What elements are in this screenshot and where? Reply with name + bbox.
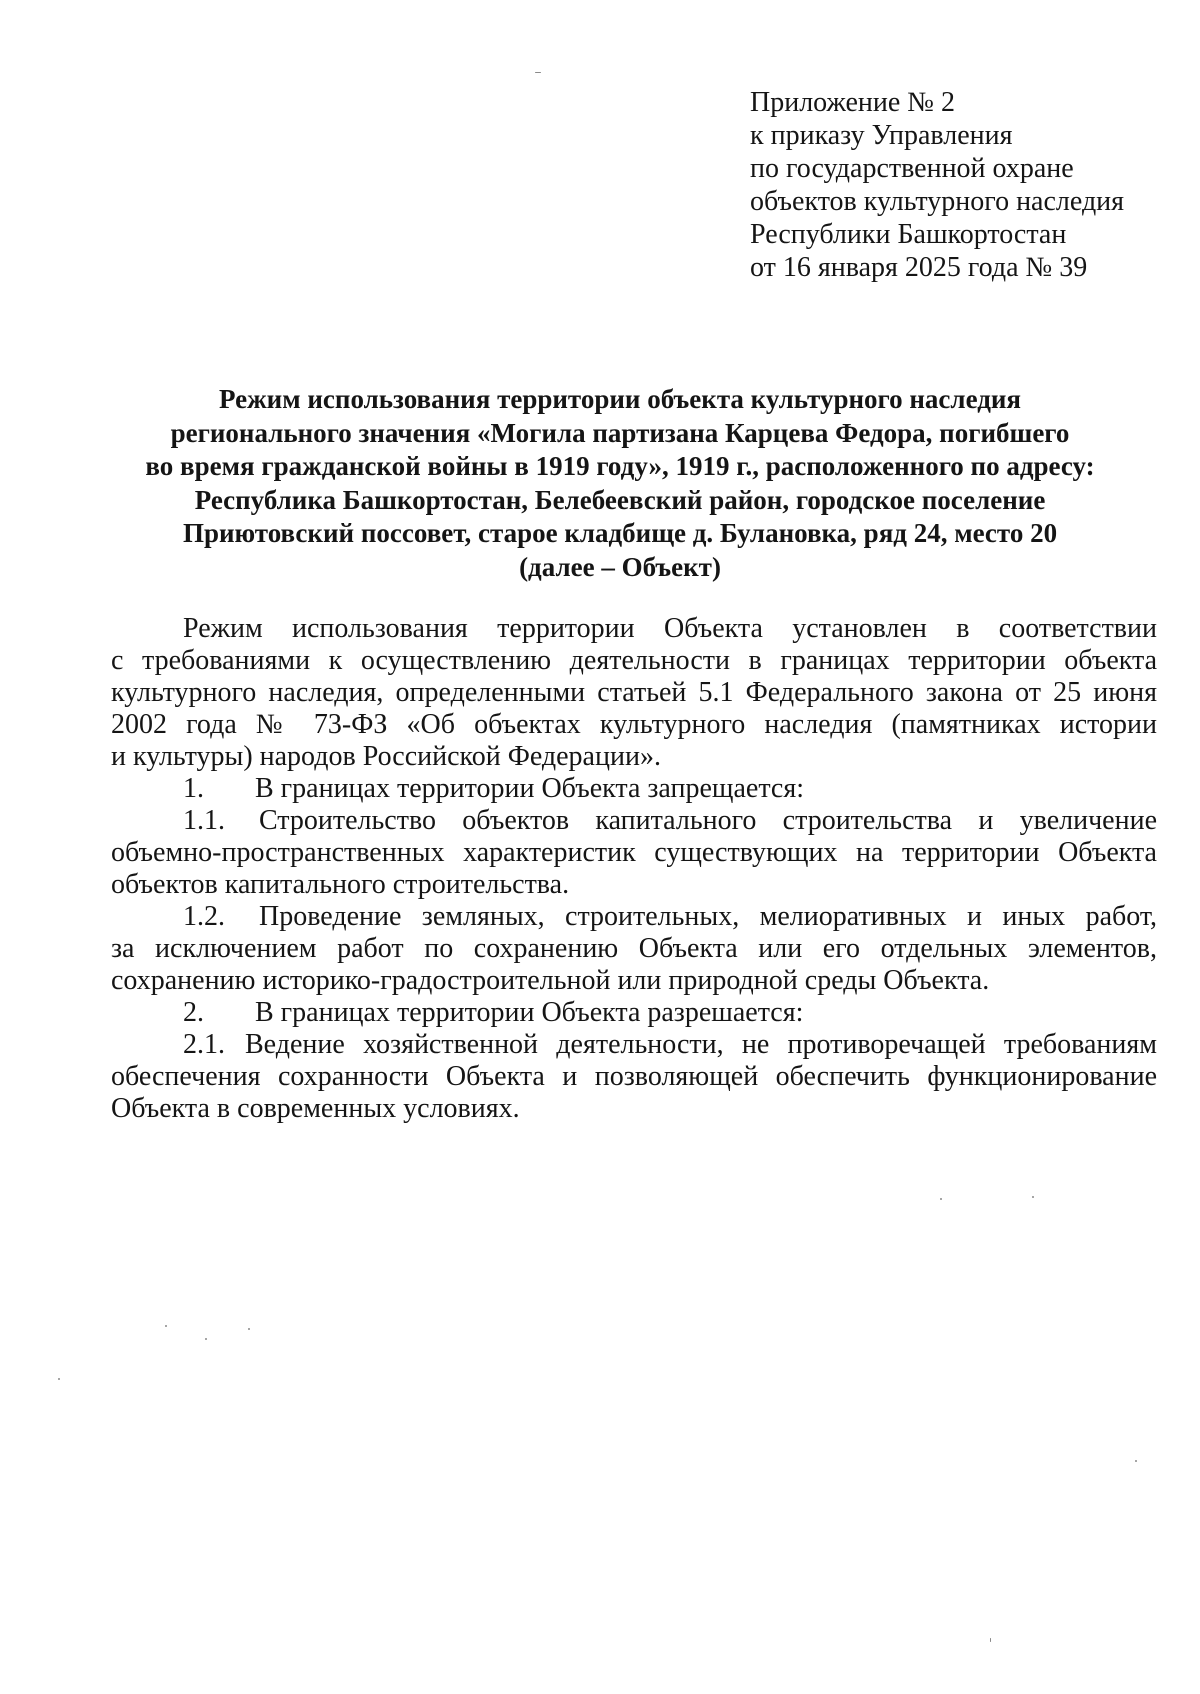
scan-speck [1135, 1460, 1137, 1462]
annex-line: от 16 января 2025 года № 39 [750, 252, 1088, 283]
scan-speck [165, 1325, 167, 1327]
section-heading-text: В границах территории Объекта запрещается: [255, 773, 804, 804]
scan-speck [535, 72, 541, 73]
item-number: 2.1. [183, 1029, 225, 1060]
annex-header [750, 86, 1124, 284]
intro-line: Режим использования территории Объекта установлен в соответствии [183, 613, 1157, 644]
item-text: Строительство объектов капитального строительства и увеличение [259, 805, 1157, 836]
scan-speck [990, 1638, 991, 1642]
scan-speck [1032, 1196, 1034, 1198]
scan-speck [248, 1328, 250, 1330]
title-line: Приютовский поссовет, старое кладбище д. Булановка, ряд 24, место 20 [182, 518, 1058, 548]
document-title [100, 383, 1140, 584]
item-text: Проведение земляных, строительных, мелиоративных и иных работ, [259, 901, 1157, 932]
title-line: во время гражданской войны в 1919 году», 1919 г., расположенного по адресу: [145, 451, 1095, 481]
item-1-1-first-line [111, 805, 1157, 837]
item-line: объектов капитального строительства. [111, 869, 570, 900]
title-line: Режим использования территории объекта культурного наследия [218, 384, 1022, 414]
item-line: обеспечения сохранности Объекта и позволяющей обеспечить функционирование [111, 1061, 1157, 1092]
item-number: 1.2. [183, 901, 225, 932]
annex-line: Республики Башкортостан [750, 219, 1067, 250]
item-number: 1.1. [183, 805, 225, 836]
title-line: (далее – Объект) [519, 551, 721, 582]
item-2-1-first-line [111, 1029, 1157, 1061]
item-line: объемно-пространственных характеристик существующих на территории Объекта [111, 837, 1157, 868]
item-text: Ведение хозяйственной деятельности, не противоречащей требованиям [245, 1029, 1157, 1060]
item-line: сохранению историко-градостроительной или природной среды Объекта. [111, 965, 990, 996]
section-1-heading [111, 773, 1157, 805]
item-1-2-first-line [111, 901, 1157, 933]
intro-line: 2002 года № 73-ФЗ «Об объектах культурного наследия (памятниках истории [111, 709, 1157, 740]
annex-line: к приказу Управления [750, 120, 1013, 151]
scan-speck [940, 1198, 942, 1200]
annex-line: по государственной охране [750, 153, 1074, 184]
annex-line: Приложение № 2 [750, 87, 955, 118]
section-heading-text: В границах территории Объекта разрешается: [255, 997, 804, 1028]
item-line: Объекта в современных условиях. [111, 1093, 520, 1124]
intro-line: культурного наследия, определенными статьей 5.1 Федерального закона от 25 июня [111, 677, 1157, 708]
item-line: за исключением работ по сохранению Объекта или его отдельных элементов, [111, 933, 1157, 964]
section-number: 1. [183, 773, 204, 804]
intro-line: и культуры) народов Российской Федерации». [111, 741, 661, 772]
section-number: 2. [183, 997, 204, 1028]
section-2-heading [111, 997, 1157, 1029]
annex-line: объектов культурного наследия [750, 186, 1125, 217]
scan-speck [205, 1338, 207, 1340]
title-line: Республика Башкортостан, Белебеевский район, городское поселение [194, 484, 1046, 515]
scan-speck [58, 1378, 60, 1380]
title-line: регионального значения «Могила партизана Карцева Федора, погибшего [170, 417, 1070, 448]
intro-line: с требованиями к осуществлению деятельности в границах территории объекта [111, 645, 1157, 676]
